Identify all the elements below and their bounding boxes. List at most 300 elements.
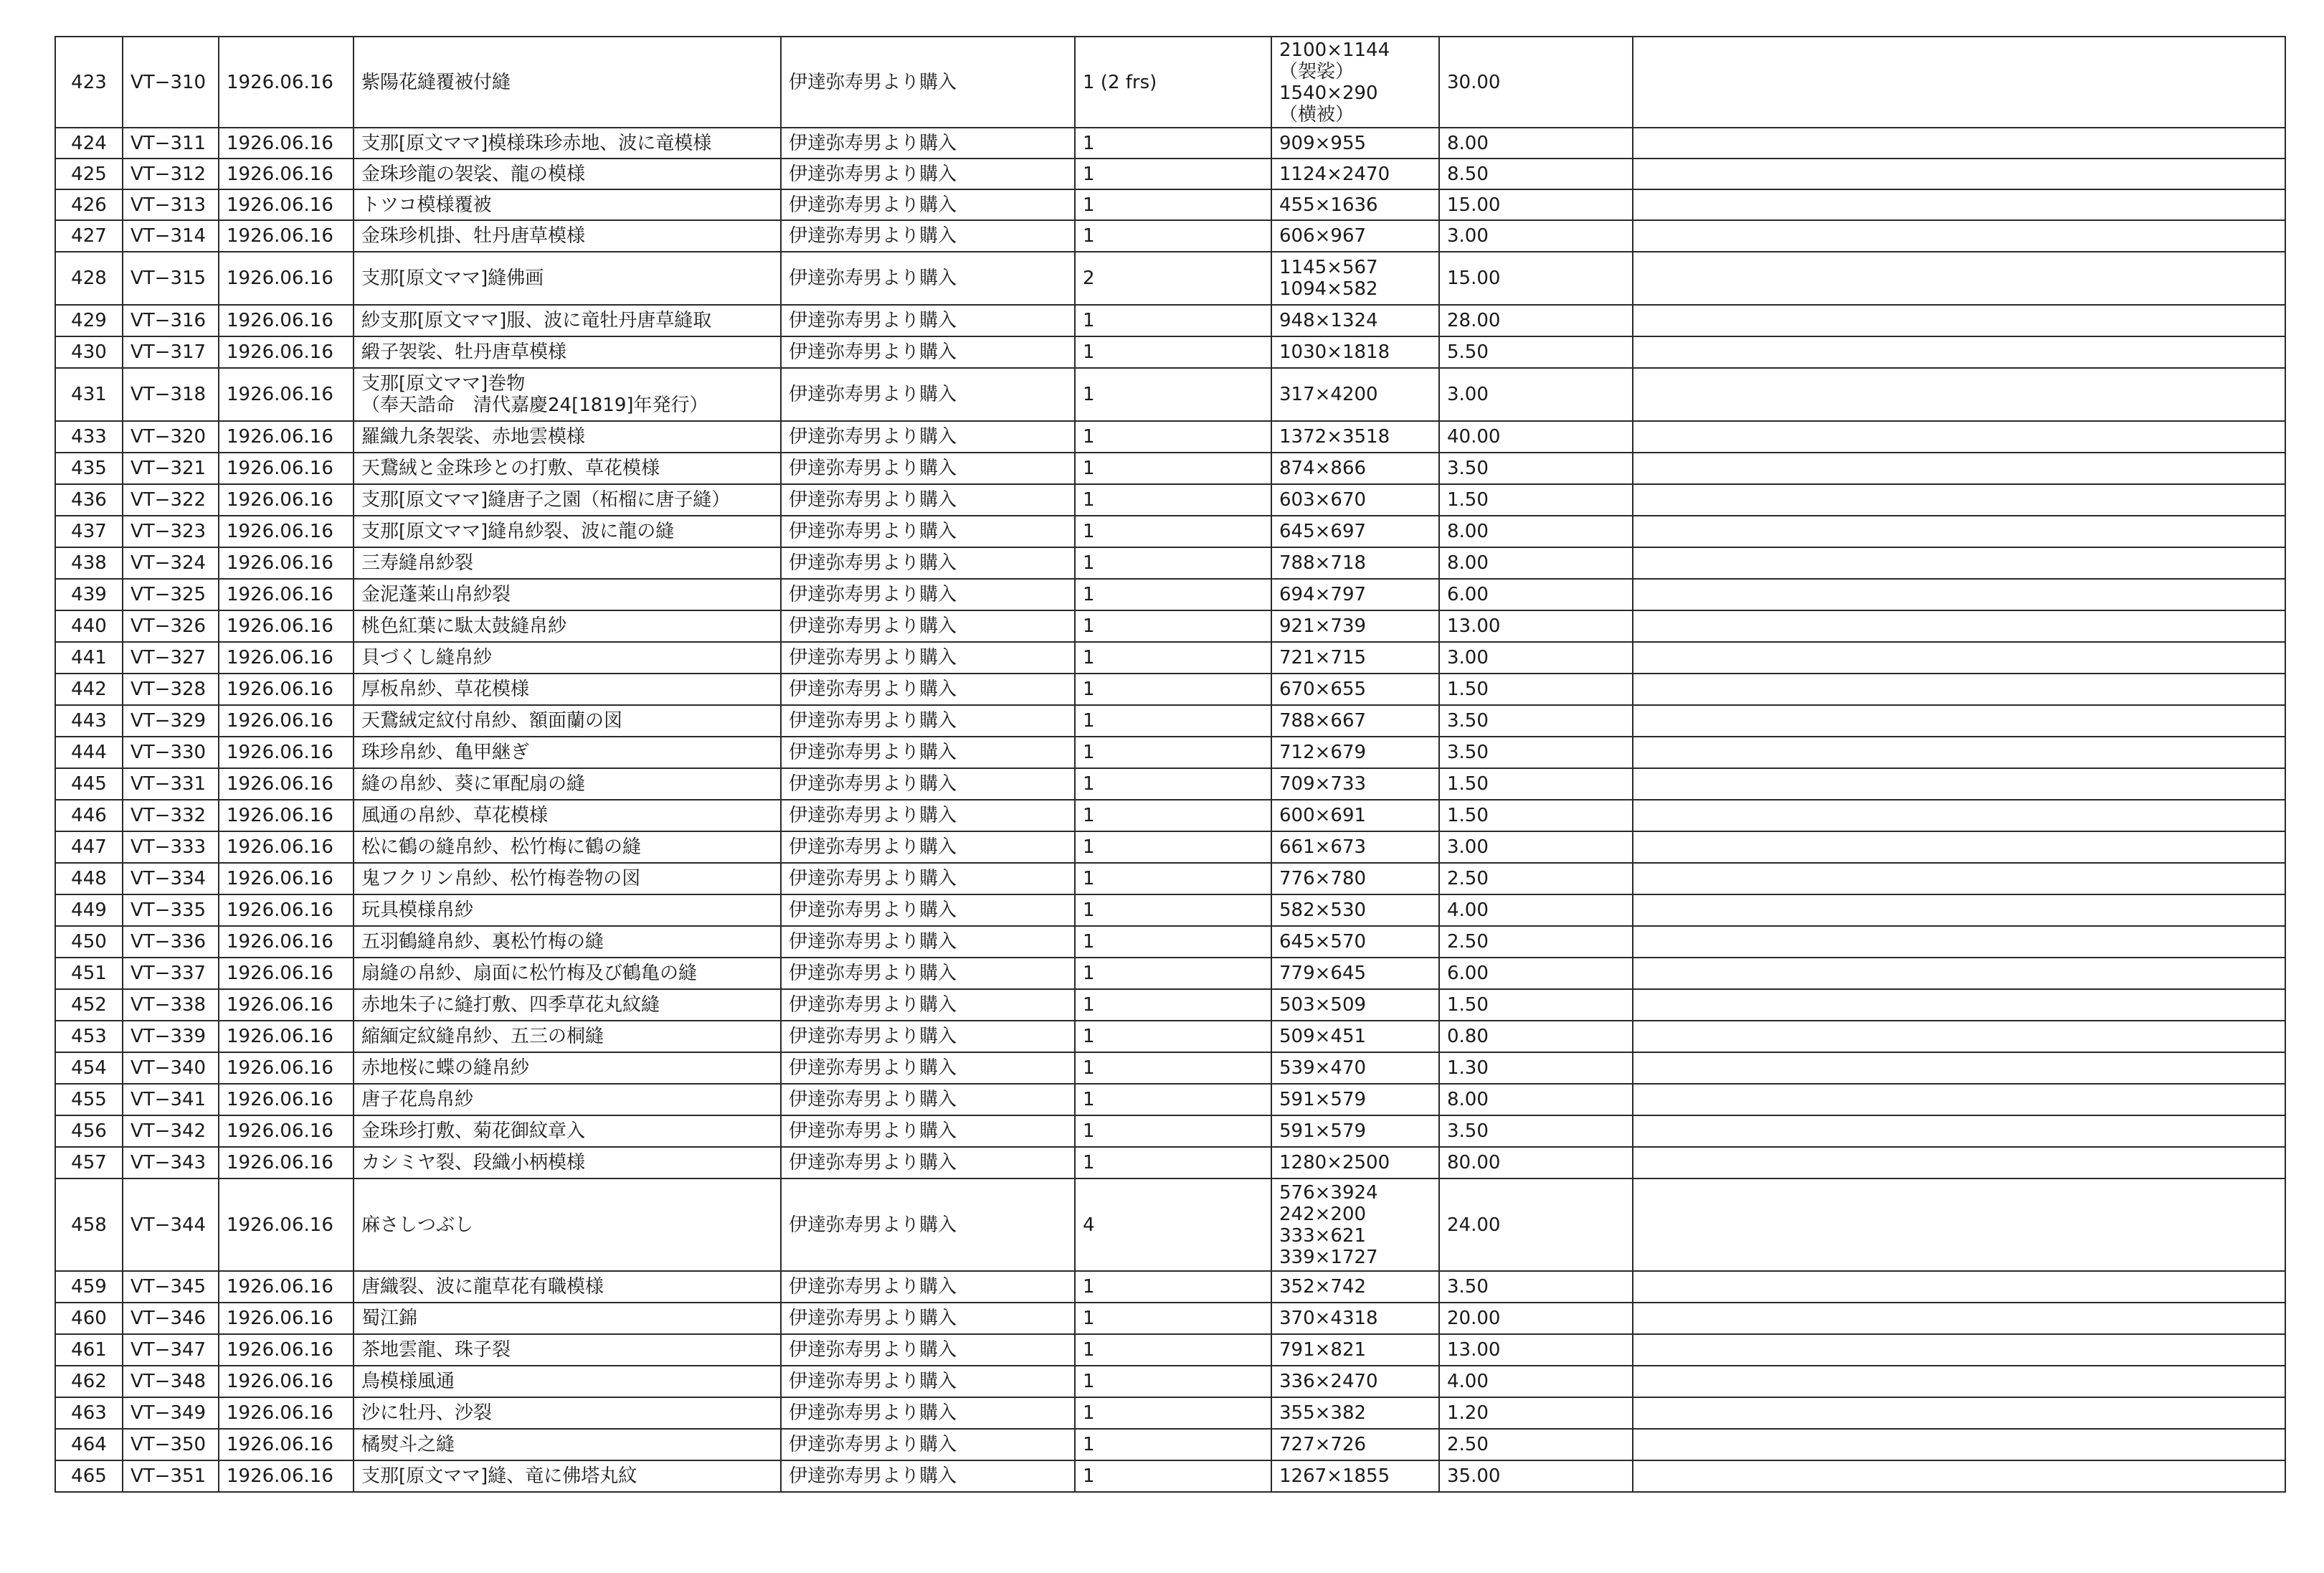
cell-price: 1.50 <box>1439 484 1633 516</box>
cell-quantity: 1 <box>1075 768 1271 800</box>
cell-quantity: 1 <box>1075 453 1271 484</box>
cell-size-line: 317×4200 <box>1279 384 1378 405</box>
cell-number: 449 <box>55 894 123 926</box>
cell-number: 433 <box>55 421 123 453</box>
cell-source: 伊達弥寿男より購入 <box>781 863 1075 894</box>
cell-size-line: 909×955 <box>1279 132 1367 154</box>
cell-date: 1926.06.16 <box>219 1052 354 1084</box>
cell-title <box>354 189 781 220</box>
cell-source: 伊達弥寿男より購入 <box>781 128 1075 159</box>
cell-note <box>1633 252 2285 305</box>
cell-title <box>354 159 781 189</box>
cell-size <box>1271 1271 1439 1303</box>
cell-catalog-id: VT−347 <box>123 1334 219 1366</box>
cell-size-line: 1280×2500 <box>1279 1152 1390 1173</box>
cell-source: 伊達弥寿男より購入 <box>781 1271 1075 1303</box>
cell-quantity: 1 <box>1075 737 1271 768</box>
cell-date: 1926.06.16 <box>219 1366 354 1397</box>
table-row <box>55 305 2285 336</box>
cell-size-line: 874×866 <box>1279 458 1367 479</box>
cell-title <box>354 800 781 831</box>
cell-note <box>1633 674 2285 705</box>
cell-date: 1926.06.16 <box>219 926 354 958</box>
cell-size <box>1271 1303 1439 1334</box>
table-row <box>55 610 2285 642</box>
cell-note <box>1633 737 2285 768</box>
cell-number: 455 <box>55 1084 123 1115</box>
cell-price: 4.00 <box>1439 1366 1633 1397</box>
cell-number: 447 <box>55 831 123 863</box>
table-row <box>55 579 2285 610</box>
cell-catalog-id: VT−326 <box>123 610 219 642</box>
cell-number: 440 <box>55 610 123 642</box>
cell-quantity: 1 <box>1075 547 1271 579</box>
cell-size <box>1271 1147 1439 1178</box>
cell-source: 伊達弥寿男より購入 <box>781 926 1075 958</box>
cell-quantity: 1 <box>1075 128 1271 159</box>
cell-catalog-id: VT−346 <box>123 1303 219 1334</box>
cell-catalog-id: VT−342 <box>123 1115 219 1147</box>
cell-source: 伊達弥寿男より購入 <box>781 516 1075 547</box>
cell-title-line: 紗支那[原文ママ]服、波に竜牡丹唐草縫取 <box>361 310 712 331</box>
cell-title <box>354 128 781 159</box>
cell-catalog-id: VT−344 <box>123 1178 219 1271</box>
cell-title <box>354 1271 781 1303</box>
cell-title-line: 赤地桜に蝶の縫帛紗 <box>361 1057 530 1079</box>
cell-title-line: 蜀江錦 <box>361 1308 418 1329</box>
cell-number: 425 <box>55 159 123 189</box>
cell-date: 1926.06.16 <box>219 768 354 800</box>
cell-number: 460 <box>55 1303 123 1334</box>
cell-size-line: 503×509 <box>1279 994 1367 1016</box>
cell-note <box>1633 336 2285 368</box>
cell-price: 80.00 <box>1439 1147 1633 1178</box>
cell-catalog-id: VT−334 <box>123 863 219 894</box>
cell-title-line: カシミヤ裂、段織小柄模様 <box>361 1152 586 1173</box>
cell-size <box>1271 1366 1439 1397</box>
cell-catalog-id: VT−348 <box>123 1366 219 1397</box>
cell-catalog-id: VT−349 <box>123 1397 219 1429</box>
cell-quantity: 1 <box>1075 1397 1271 1429</box>
cell-catalog-id: VT−336 <box>123 926 219 958</box>
cell-title <box>354 894 781 926</box>
cell-size-line: 776×780 <box>1279 868 1367 889</box>
cell-title-line: 金珠珍龍の袈裟、龍の模様 <box>361 163 586 185</box>
cell-date: 1926.06.16 <box>219 220 354 252</box>
cell-title-line: 玩具模様帛紗 <box>361 899 474 921</box>
cell-catalog-id: VT−330 <box>123 737 219 768</box>
cell-size-line: 355×382 <box>1279 1402 1367 1424</box>
cell-title-line: 支那[原文ママ]巻物 <box>361 373 526 395</box>
table-row <box>55 1303 2285 1334</box>
cell-title <box>354 252 781 305</box>
cell-price: 6.00 <box>1439 958 1633 989</box>
cell-quantity: 1 <box>1075 1303 1271 1334</box>
cell-title <box>354 1147 781 1178</box>
cell-title <box>354 1429 781 1460</box>
table-row <box>55 1178 2285 1271</box>
cell-title <box>354 484 781 516</box>
cell-note <box>1633 926 2285 958</box>
table-row <box>55 705 2285 737</box>
cell-catalog-id: VT−314 <box>123 220 219 252</box>
cell-title-line: トツコ模様覆被 <box>361 194 492 216</box>
cell-size-line: 645×697 <box>1279 521 1367 542</box>
cell-source: 伊達弥寿男より購入 <box>781 610 1075 642</box>
cell-size <box>1271 1084 1439 1115</box>
cell-catalog-id: VT−313 <box>123 189 219 220</box>
cell-size-line: 788×667 <box>1279 710 1367 732</box>
cell-size <box>1271 894 1439 926</box>
cell-size <box>1271 1429 1439 1460</box>
cell-number: 463 <box>55 1397 123 1429</box>
table-row <box>55 484 2285 516</box>
cell-title <box>354 737 781 768</box>
table-row <box>55 831 2285 863</box>
cell-size-line: 2100×1144 <box>1279 39 1390 61</box>
cell-size <box>1271 368 1439 421</box>
cell-title <box>354 958 781 989</box>
cell-size-line: 694×797 <box>1279 584 1367 605</box>
table-row <box>55 926 2285 958</box>
table-row <box>55 252 2285 305</box>
cell-source: 伊達弥寿男より購入 <box>781 368 1075 421</box>
table-row <box>55 1271 2285 1303</box>
table-row <box>55 37 2285 128</box>
cell-quantity: 1 (2 frs) <box>1075 37 1271 128</box>
cell-quantity: 1 <box>1075 305 1271 336</box>
cell-number: 429 <box>55 305 123 336</box>
cell-price: 3.50 <box>1439 1115 1633 1147</box>
cell-price: 1.30 <box>1439 1052 1633 1084</box>
cell-size-line: 1372×3518 <box>1279 426 1390 448</box>
table-row <box>55 737 2285 768</box>
cell-size <box>1271 958 1439 989</box>
cell-title-line: 羅織九条袈裟、赤地雲模様 <box>361 426 586 448</box>
cell-size <box>1271 453 1439 484</box>
table-row <box>55 768 2285 800</box>
cell-price: 0.80 <box>1439 1021 1633 1052</box>
cell-date: 1926.06.16 <box>219 1271 354 1303</box>
cell-note <box>1633 1334 2285 1366</box>
cell-quantity: 1 <box>1075 831 1271 863</box>
cell-title-line: （奉天誥命 清代嘉慶24[1819]年発行） <box>361 395 708 416</box>
cell-note <box>1633 800 2285 831</box>
cell-source: 伊達弥寿男より購入 <box>781 579 1075 610</box>
cell-size <box>1271 421 1439 453</box>
cell-number: 462 <box>55 1366 123 1397</box>
cell-title-line: 支那[原文ママ]模様珠珍赤地、波に竜模様 <box>361 132 712 154</box>
cell-title-line: 縮緬定紋縫帛紗、五三の桐縫 <box>361 1026 604 1047</box>
cell-size-line: 921×739 <box>1279 615 1367 637</box>
table-row <box>55 128 2285 159</box>
table-row <box>55 516 2285 547</box>
cell-size <box>1271 37 1439 128</box>
cell-size-line: 779×645 <box>1279 963 1367 984</box>
cell-size <box>1271 768 1439 800</box>
cell-catalog-id: VT−312 <box>123 159 219 189</box>
cell-size-line: 606×967 <box>1279 225 1367 247</box>
table-row <box>55 1084 2285 1115</box>
cell-title <box>354 421 781 453</box>
cell-size-line: 582×530 <box>1279 899 1367 921</box>
cell-quantity: 1 <box>1075 800 1271 831</box>
cell-source: 伊達弥寿男より購入 <box>781 768 1075 800</box>
table-row <box>55 1147 2285 1178</box>
cell-quantity: 1 <box>1075 1334 1271 1366</box>
cell-title <box>354 1052 781 1084</box>
cell-size <box>1271 1021 1439 1052</box>
cell-source: 伊達弥寿男より購入 <box>781 737 1075 768</box>
cell-note <box>1633 989 2285 1021</box>
cell-source: 伊達弥寿男より購入 <box>781 1397 1075 1429</box>
cell-title-line: 麻さしつぶし <box>361 1214 474 1236</box>
cell-title-line: 桃色紅葉に駄太鼓縫帛紗 <box>361 615 567 637</box>
cell-title <box>354 336 781 368</box>
cell-size <box>1271 159 1439 189</box>
cell-price: 1.50 <box>1439 989 1633 1021</box>
cell-source: 伊達弥寿男より購入 <box>781 1334 1075 1366</box>
cell-source: 伊達弥寿男より購入 <box>781 1084 1075 1115</box>
cell-number: 426 <box>55 189 123 220</box>
cell-catalog-id: VT−350 <box>123 1429 219 1460</box>
cell-size <box>1271 989 1439 1021</box>
cell-price: 15.00 <box>1439 252 1633 305</box>
cell-date: 1926.06.16 <box>219 1460 354 1492</box>
cell-title <box>354 37 781 128</box>
cell-title <box>354 989 781 1021</box>
cell-title <box>354 926 781 958</box>
cell-title-line: 赤地朱子に縫打敷、四季草花丸紋縫 <box>361 994 660 1016</box>
cell-size-line: 712×679 <box>1279 742 1367 763</box>
cell-title-line: 松に鶴の縫帛紗、松竹梅に鶴の縫 <box>361 836 642 858</box>
cell-source: 伊達弥寿男より購入 <box>781 1178 1075 1271</box>
cell-note <box>1633 1178 2285 1271</box>
cell-title-line: 支那[原文ママ]縫佛画 <box>361 268 544 289</box>
cell-note <box>1633 37 2285 128</box>
cell-source: 伊達弥寿男より購入 <box>781 894 1075 926</box>
cell-source: 伊達弥寿男より購入 <box>781 1303 1075 1334</box>
cell-date: 1926.06.16 <box>219 1334 354 1366</box>
cell-title <box>354 768 781 800</box>
cell-size-line: 1267×1855 <box>1279 1465 1390 1487</box>
cell-title-line: 三寿縫帛紗裂 <box>361 552 474 574</box>
table-row <box>55 1429 2285 1460</box>
cell-date: 1926.06.16 <box>219 368 354 421</box>
cell-number: 459 <box>55 1271 123 1303</box>
cell-number: 461 <box>55 1334 123 1366</box>
cell-size-line: 1094×582 <box>1279 278 1378 300</box>
cell-number: 456 <box>55 1115 123 1147</box>
cell-title <box>354 863 781 894</box>
cell-note <box>1633 159 2285 189</box>
cell-number: 436 <box>55 484 123 516</box>
cell-size <box>1271 1334 1439 1366</box>
cell-number: 458 <box>55 1178 123 1271</box>
cell-title-line: 支那[原文ママ]縫唐子之園（柘榴に唐子縫） <box>361 489 731 511</box>
cell-number: 446 <box>55 800 123 831</box>
cell-number: 428 <box>55 252 123 305</box>
cell-note <box>1633 579 2285 610</box>
cell-size <box>1271 1052 1439 1084</box>
cell-note <box>1633 642 2285 674</box>
cell-catalog-id: VT−323 <box>123 516 219 547</box>
cell-size <box>1271 516 1439 547</box>
cell-catalog-id: VT−339 <box>123 1021 219 1052</box>
cell-title-line: 紫陽花縫覆被付縫 <box>361 71 511 93</box>
cell-size-line: 788×718 <box>1279 552 1367 574</box>
cell-source: 伊達弥寿男より購入 <box>781 484 1075 516</box>
cell-note <box>1633 516 2285 547</box>
cell-title <box>354 547 781 579</box>
cell-title-line: 扇縫の帛紗、扇面に松竹梅及び鶴亀の縫 <box>361 963 698 984</box>
cell-size <box>1271 800 1439 831</box>
cell-size-line: 352×742 <box>1279 1276 1367 1298</box>
cell-title <box>354 1084 781 1115</box>
cell-number: 465 <box>55 1460 123 1492</box>
cell-quantity: 1 <box>1075 1021 1271 1052</box>
cell-title <box>354 305 781 336</box>
cell-quantity: 1 <box>1075 705 1271 737</box>
cell-title <box>354 610 781 642</box>
cell-number: 435 <box>55 453 123 484</box>
cell-date: 1926.06.16 <box>219 1397 354 1429</box>
cell-title <box>354 674 781 705</box>
table-row <box>55 1397 2285 1429</box>
catalog-table <box>54 36 2286 1493</box>
cell-price: 35.00 <box>1439 1460 1633 1492</box>
cell-size-line: 455×1636 <box>1279 194 1378 216</box>
cell-title <box>354 1397 781 1429</box>
cell-source: 伊達弥寿男より購入 <box>781 1460 1075 1492</box>
cell-source: 伊達弥寿男より購入 <box>781 642 1075 674</box>
cell-size-line: 661×673 <box>1279 836 1367 858</box>
cell-size-line: 336×2470 <box>1279 1371 1378 1392</box>
cell-quantity: 1 <box>1075 989 1271 1021</box>
cell-quantity: 1 <box>1075 1429 1271 1460</box>
cell-date: 1926.06.16 <box>219 305 354 336</box>
cell-price: 24.00 <box>1439 1178 1633 1271</box>
cell-title <box>354 1021 781 1052</box>
cell-size-line: 242×200 <box>1279 1203 1367 1225</box>
cell-size <box>1271 336 1439 368</box>
cell-title-line: 縫の帛紗、葵に軍配扇の縫 <box>361 773 586 795</box>
cell-source: 伊達弥寿男より購入 <box>781 189 1075 220</box>
cell-date: 1926.06.16 <box>219 421 354 453</box>
cell-date: 1926.06.16 <box>219 1115 354 1147</box>
cell-catalog-id: VT−318 <box>123 368 219 421</box>
cell-title <box>354 516 781 547</box>
cell-note <box>1633 421 2285 453</box>
cell-source: 伊達弥寿男より購入 <box>781 1147 1075 1178</box>
table-row <box>55 863 2285 894</box>
cell-source: 伊達弥寿男より購入 <box>781 1021 1075 1052</box>
cell-catalog-id: VT−340 <box>123 1052 219 1084</box>
cell-date: 1926.06.16 <box>219 800 354 831</box>
cell-price: 20.00 <box>1439 1303 1633 1334</box>
cell-title-line: 五羽鶴縫帛紗、裏松竹梅の縫 <box>361 931 604 953</box>
cell-size-line: （横被） <box>1279 103 1355 126</box>
cell-title <box>354 1366 781 1397</box>
table-row <box>55 989 2285 1021</box>
cell-date: 1926.06.16 <box>219 737 354 768</box>
catalog-body <box>55 37 2285 1492</box>
cell-note <box>1633 128 2285 159</box>
cell-price: 1.50 <box>1439 674 1633 705</box>
cell-catalog-id: VT−315 <box>123 252 219 305</box>
cell-date: 1926.06.16 <box>219 128 354 159</box>
cell-number: 453 <box>55 1021 123 1052</box>
cell-title-line: 金珠珍机掛、牡丹唐草模様 <box>361 225 586 247</box>
cell-price: 2.50 <box>1439 926 1633 958</box>
cell-catalog-id: VT−320 <box>123 421 219 453</box>
cell-quantity: 4 <box>1075 1178 1271 1271</box>
cell-title-line: 緞子袈裟、牡丹唐草模様 <box>361 341 567 363</box>
cell-quantity: 1 <box>1075 1052 1271 1084</box>
cell-quantity: 1 <box>1075 926 1271 958</box>
cell-title-line: 支那[原文ママ]縫、竜に佛塔丸紋 <box>361 1465 637 1487</box>
cell-source: 伊達弥寿男より購入 <box>781 305 1075 336</box>
table-row <box>55 220 2285 252</box>
cell-number: 437 <box>55 516 123 547</box>
cell-note <box>1633 768 2285 800</box>
cell-title-line: 金珠珍打敷、菊花御紋章入 <box>361 1120 586 1142</box>
cell-title-line: 沙に牡丹、沙裂 <box>361 1402 493 1424</box>
cell-price: 4.00 <box>1439 894 1633 926</box>
cell-size-line: 791×821 <box>1279 1339 1367 1361</box>
cell-quantity: 1 <box>1075 1460 1271 1492</box>
cell-title-line: 橘熨斗之縫 <box>361 1434 455 1455</box>
cell-date: 1926.06.16 <box>219 894 354 926</box>
cell-price: 2.50 <box>1439 1429 1633 1460</box>
cell-price: 30.00 <box>1439 37 1633 128</box>
cell-note <box>1633 547 2285 579</box>
cell-title <box>354 831 781 863</box>
cell-size <box>1271 926 1439 958</box>
cell-source: 伊達弥寿男より購入 <box>781 252 1075 305</box>
cell-note <box>1633 705 2285 737</box>
cell-source: 伊達弥寿男より購入 <box>781 1366 1075 1397</box>
cell-price: 1.50 <box>1439 800 1633 831</box>
cell-quantity: 1 <box>1075 1084 1271 1115</box>
cell-price: 8.00 <box>1439 1084 1633 1115</box>
cell-note <box>1633 958 2285 989</box>
cell-size <box>1271 252 1439 305</box>
cell-size <box>1271 831 1439 863</box>
cell-title <box>354 1115 781 1147</box>
cell-date: 1926.06.16 <box>219 579 354 610</box>
cell-number: 454 <box>55 1052 123 1084</box>
cell-number: 450 <box>55 926 123 958</box>
catalog-sheet <box>54 36 2286 1493</box>
cell-title <box>354 1334 781 1366</box>
cell-source: 伊達弥寿男より購入 <box>781 831 1075 863</box>
cell-title-line: 天鵞絨と金珠珍との打敷、草花模様 <box>361 458 660 479</box>
cell-title-line: 茶地雲龍、珠子裂 <box>361 1339 511 1361</box>
cell-size <box>1271 610 1439 642</box>
cell-size <box>1271 737 1439 768</box>
cell-price: 3.00 <box>1439 642 1633 674</box>
cell-size-line: 333×621 <box>1279 1224 1367 1247</box>
cell-date: 1926.06.16 <box>219 547 354 579</box>
cell-note <box>1633 1460 2285 1492</box>
cell-catalog-id: VT−331 <box>123 768 219 800</box>
table-row <box>55 1021 2285 1052</box>
table-row <box>55 159 2285 189</box>
cell-catalog-id: VT−321 <box>123 453 219 484</box>
cell-size-line: 591×579 <box>1279 1120 1367 1142</box>
cell-note <box>1633 453 2285 484</box>
